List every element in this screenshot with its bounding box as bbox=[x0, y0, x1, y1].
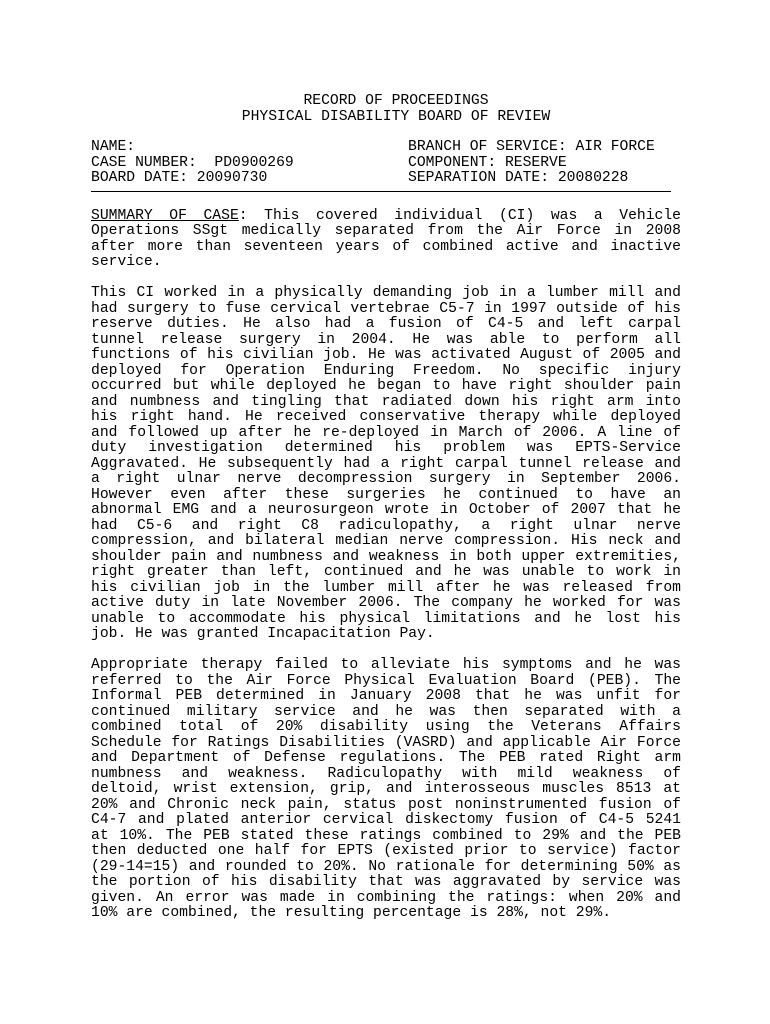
component-field: COMPONENT: RESERVE bbox=[408, 154, 567, 171]
title-line-2: PHYSICAL DISABILITY BOARD OF REVIEW bbox=[241, 108, 551, 125]
name-field: NAME: bbox=[91, 139, 136, 155]
summary-text: : This covered individual (CI) was a Vehicle Operations SSgt medically separated from the Air Force in 2008 after more than seventeen years of combined active and inactive service. bbox=[91, 207, 681, 270]
document-page bbox=[91, 94, 681, 922]
board-date-field: BOARD DATE: 20090730 bbox=[91, 170, 268, 186]
header-divider bbox=[91, 191, 671, 192]
separation-date-field: SEPARATION DATE: 20080228 bbox=[408, 170, 629, 186]
peb-paragraph: Appropriate therapy failed to alleviate his symptoms and he was referred to the Air Force Physical Evaluation Board (PEB). The Informal PEB determined in January 2008 that he was unfit for continued military service and he was then separated with a combined total of 20% disability using the Veterans Affairs Schedule for Ratings Disabilities (VASRD) and applicable Air Force and Department of Defense regulations. The PEB rated Right arm numbness and weakness. Radiculopathy with mild weakness of deltoid, wrist extension, grip, and interosseous muscles 8513 at 20% and Chronic neck pain, status post noninstrumented fusion of C4-7 and plated anterior cervical diskectomy fusion of C4-5 5241 at 10%. The PEB stated these ratings combined to 29% and the PEB then deducted one half for EPTS (existed prior to service) factor (29-14=15) and rounded to 20%. No rationale for determining 50% as the portion of his disability that was aggravated by service was given. An error was made in combining the ratings: when 20% and 10% are combined, the resulting percentage is 28%, not 29%. bbox=[91, 657, 681, 921]
title-line-1: RECORD OF PROCEEDINGS bbox=[303, 93, 489, 109]
branch-field: BRANCH OF SERVICE: AIR FORCE bbox=[408, 139, 655, 155]
case-header bbox=[91, 140, 681, 187]
history-paragraph: This CI worked in a physically demanding job in a lumber mill and had surgery to fuse cervical vertebrae C5-7 in 1997 outside of his reserve duties. He also had a fusion of C4-5 and left carpal tunnel release surgery in 2004. He was able to perform all functions of his civilian job. He was activated August of 2005 and deployed for Operation Enduring Freedom. No specific injury occurred but while deployed he began to have right shoulder pain and numbness and tingling that radiated down his right arm into his right hand. He received conservative therapy while deployed and followed up after he re-deployed in March of 2006. A line of duty investigation determined his problem was EPTS-Service Aggravated. He subsequently had a right carpal tunnel release and a right ulnar nerve decompression surgery in September 2006. However even after these surgeries he continued to have an abnormal EMG and a neurosurgeon wrote in October of 2007 that he had C5-6 and right C8 radiculopathy, a right ulnar nerve compression, and bilateral median nerve compression. His neck and shoulder pain and numbness and weakness in both upper extremities, right greater than left, continued and he was unable to work in his civilian job in the lumber mill after he was released from active duty in late November 2006. The company he worked for was unable to accommodate his physical limitations and he lost his job. He was granted Incapacitation Pay. bbox=[91, 285, 681, 642]
case-number-field: CASE NUMBER: PD0900269 bbox=[91, 154, 294, 171]
summary-label: SUMMARY OF CASE bbox=[91, 207, 239, 224]
summary-paragraph bbox=[91, 209, 681, 271]
